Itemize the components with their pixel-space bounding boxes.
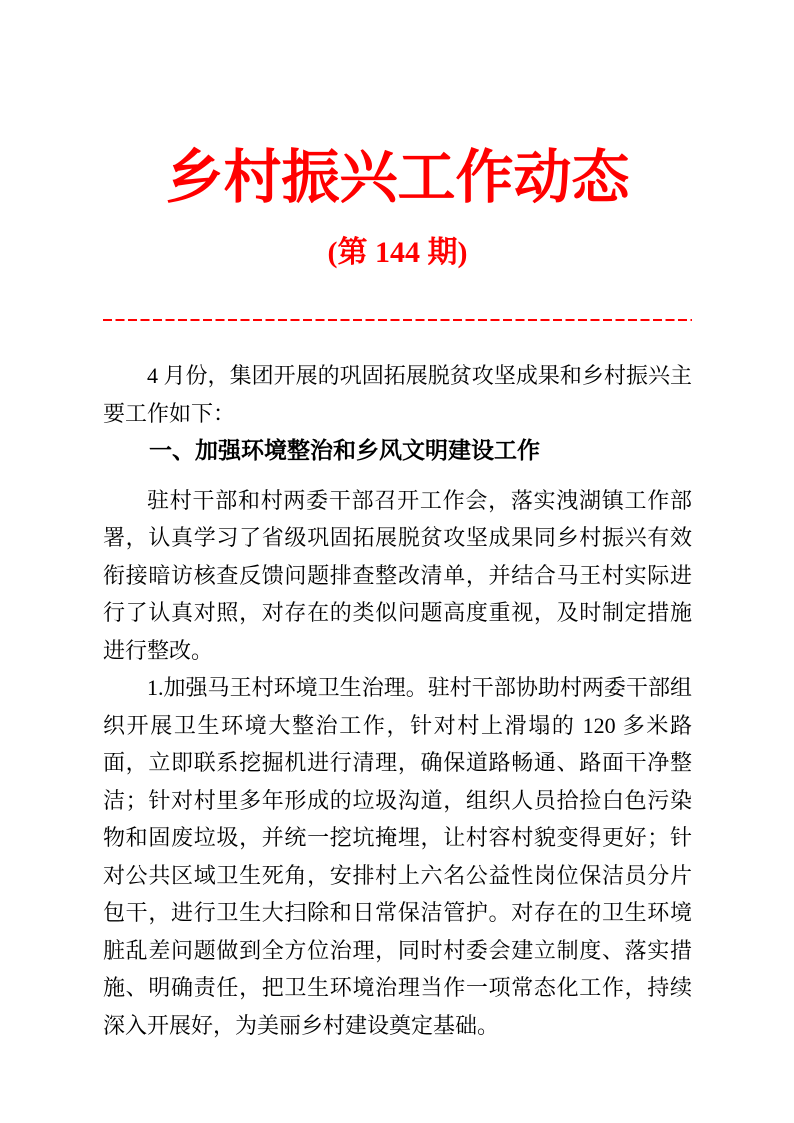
body-paragraph-1: 驻村干部和村两委干部召开工作会，落实洩湖镇工作部署，认真学习了省级巩固拓展脱贫攻坚成果同乡村振兴有效衔接暗访核查反馈问题排查整改清单，并结合马王村实际进行了认真对照，对存在的类似问题高度重视，及时制定措施进行整改。: [103, 487, 692, 663]
document-body: [103, 357, 692, 1044]
document-content: [0, 146, 794, 1044]
issue-number: (第 144 期): [327, 236, 468, 269]
page-title: 乡村振兴工作动态: [165, 145, 630, 210]
body-paragraph-2: 1.加强马王村环境卫生治理。驻村干部协助村两委干部组织开展卫生环境大整治工作，针对村上滑塌的 120 多米路面，立即联系挖掘机进行清理，确保道路畅通、路面干净整洁；针对村里多年形成的垃圾沟道，组织人员拾捡白色污染物和固废垃圾，并统一挖坑掩埋，让村容村貌变得更好；针对公共区域卫生死角，安排村上六名公益性岗位保洁员分片包干，进行卫生大扫除和日常保洁管护。对存在的卫生环境脏乱差问题做到全方位治理，同时村委会建立制度、落实措施、明确责任，把卫生环境治理当作一项常态化工作，持续深入开展好，为美丽乡村建设奠定基础。: [103, 675, 692, 1038]
intro-paragraph: 4 月份，集团开展的巩固拓展脱贫攻坚成果和乡村振兴主要工作如下：: [103, 363, 692, 426]
section-heading-1: 一、加强环境整治和乡风文明建设工作: [149, 437, 540, 463]
dashed-separator: [103, 319, 692, 321]
